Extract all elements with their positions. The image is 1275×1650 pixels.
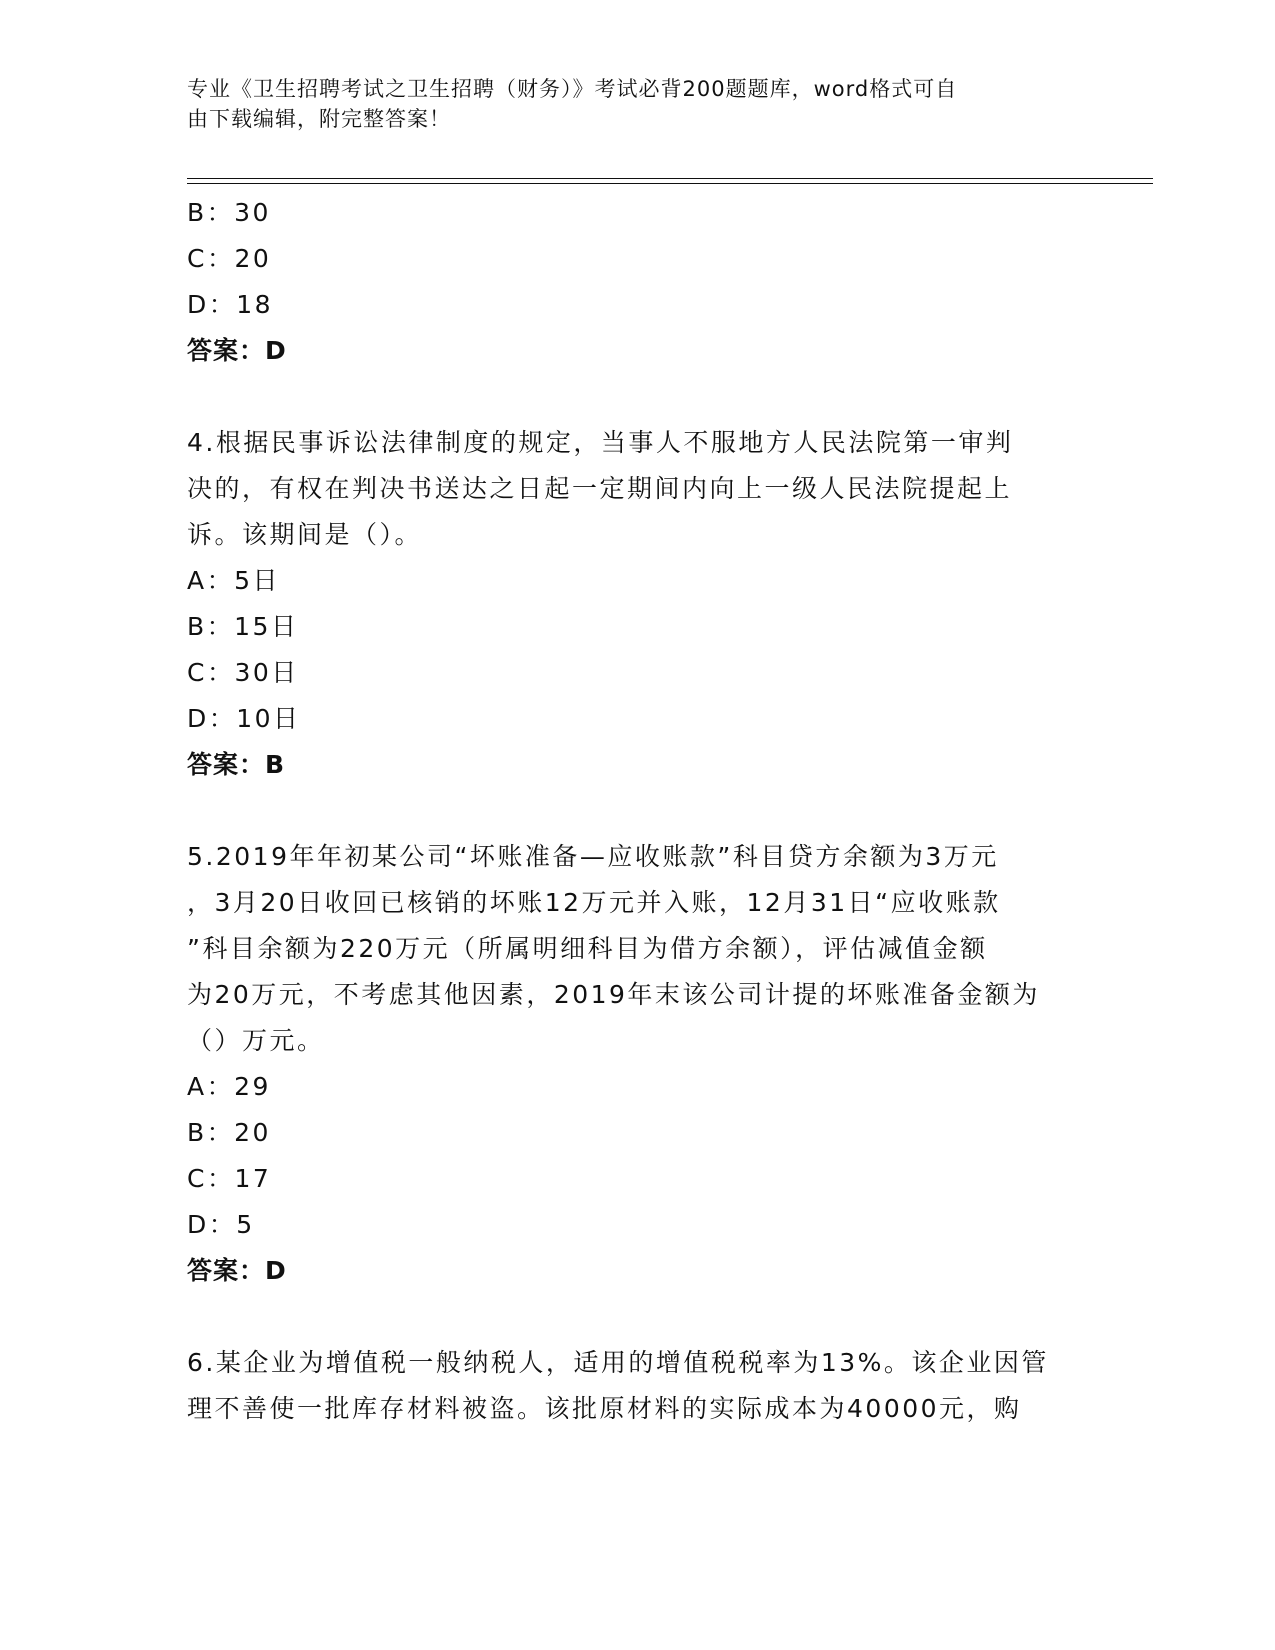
question-6 bbox=[187, 1340, 1087, 1432]
option-d: D：5 bbox=[187, 1210, 255, 1239]
answer-line: 答案：B bbox=[187, 750, 286, 779]
question-stem-line: 5.2019年年初某公司“坏账准备—应收账款”科目贷方余额为3万元 bbox=[187, 842, 999, 871]
option-c: C：20 bbox=[187, 244, 272, 273]
question-stem-line: 4.根据民事诉讼法律制度的规定，当事人不服地方人民法院第一审判 bbox=[187, 428, 1014, 457]
option-d: D：10日 bbox=[187, 704, 301, 733]
header-line-1: 专业《卫生招聘考试之卫生招聘（财务）》考试必背200题题库，word格式可自 bbox=[187, 77, 958, 101]
question-list bbox=[187, 190, 1087, 1432]
option-b: B：30 bbox=[187, 198, 271, 227]
question-3 bbox=[187, 190, 1087, 374]
option-a: A：5日 bbox=[187, 566, 281, 595]
answer-line: 答案：D bbox=[187, 336, 287, 365]
spacer bbox=[187, 374, 1087, 420]
document-header bbox=[187, 74, 1067, 134]
option-a: A：29 bbox=[187, 1072, 271, 1101]
header-line-2: 由下载编辑，附完整答案！ bbox=[187, 107, 451, 131]
spacer bbox=[187, 1294, 1087, 1340]
question-stem-line: ，3月20日收回已核销的坏账12万元并入账，12月31日“应收账款 bbox=[187, 888, 1001, 917]
option-b: B：20 bbox=[187, 1118, 271, 1147]
option-c: C：17 bbox=[187, 1164, 272, 1193]
question-stem-line: 为20万元，不考虑其他因素，2019年末该公司计提的坏账准备金额为 bbox=[187, 980, 1040, 1009]
option-c: C：30日 bbox=[187, 658, 299, 687]
question-stem-line: ”科目余额为220万元（所属明细科目为借方余额），评估减值金额 bbox=[187, 934, 988, 963]
header-rule-bottom bbox=[187, 183, 1153, 184]
answer-line: 答案：D bbox=[187, 1256, 287, 1285]
option-b: B：15日 bbox=[187, 612, 299, 641]
header-rule-top bbox=[187, 178, 1153, 179]
question-4 bbox=[187, 420, 1087, 788]
question-stem-line: 决的，有权在判决书送达之日起一定期间内向上一级人民法院提起上 bbox=[187, 474, 1013, 503]
question-stem-line: （）万元。 bbox=[187, 1026, 325, 1055]
spacer bbox=[187, 788, 1087, 834]
question-stem-line: 理不善使一批库存材料被盗。该批原材料的实际成本为40000元，购 bbox=[187, 1394, 1022, 1423]
question-5 bbox=[187, 834, 1087, 1294]
option-d: D：18 bbox=[187, 290, 274, 319]
question-stem-line: 6.某企业为增值税一般纳税人，适用的增值税税率为13%。该企业因管 bbox=[187, 1348, 1049, 1377]
question-stem-line: 诉。该期间是（）。 bbox=[187, 520, 423, 549]
